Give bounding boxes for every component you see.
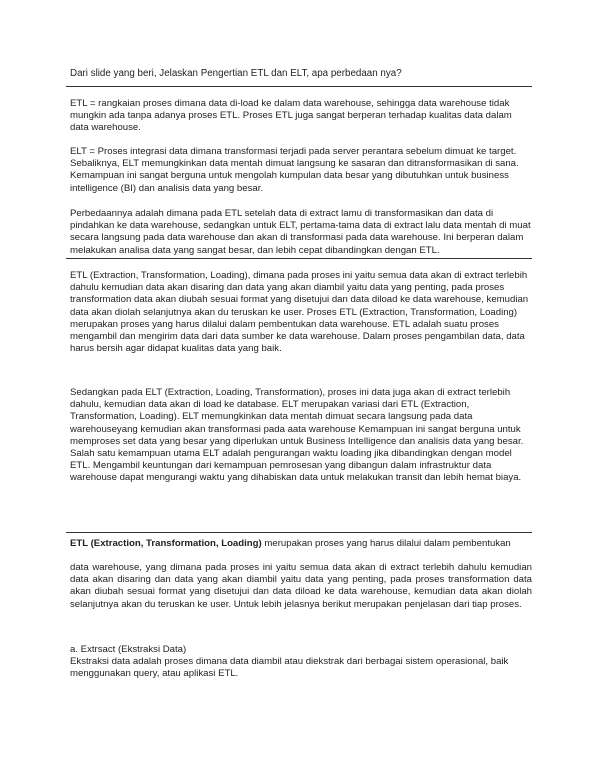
difference-paragraph: Perbedaannya adalah dimana pada ETL setelah data di extract lamu di transformasikan dan data di pindahkan ke data warehouse, sedangkan untuk ELT, pertama-tama data di extract lalu data mentah di muat secara langsung pada data warehouse dan akan di transformasi pada data warehouse. Ini berperan dalam melakukan analisa data yang sangat besar, dan lebih cepat dibandingkan dengan ETL. [70, 208, 531, 256]
elt-paragraph: Sedangkan pada ELT (Extraction, Loading, Transformation), proses ini data juga akan di extract terlebih dahulu, kemudian data akan di load ke database. ELT merupakan variasi dari ETL (Extraction, Transformation, Loading). ELT memungkinkan data mentah dimuat secara langsung pada data warehouseyang kemudian akan transformasi pada aata warehouse Kemampuan ini sangat berguna untuk memproses set data yang besar yang diperlukan untuk Business Intelligence dan analisis data yang besar. Salah satu kemampuan utama ELT adalah pengurangan waktu loading jika dibandingkan dengan model ETL. Mengambil keuntungan dari kemampuan pemrosesan yang dibangun dalam infrastruktur data warehouse dapat mengurangi waktu yang dihabiskan data untuk melakukan transit dan lebih hemat biaya. [70, 387, 524, 484]
extract-body: Ekstraksi data adalah proses dimana data diambil atau diekstrak dari berbagai sistem operasional, baik menggunakan query, atau aplikasi ETL. [70, 656, 509, 680]
section3-body: data warehouse, yang dimana pada proses ini yaitu semua data akan di extract terlebih dahulu kemudian data akan disaring dan data yang akan diambil yaitu data yang penting, pada proses transformation data akan diubah sesuai format yang disetujui dan data diload ke data warehouse, kemudian data akan diolah selanjutnya akan du teruskan ke user. Untuk lebih jelasnya berikut merupakan penjelasan dari tiap proses. [70, 562, 532, 610]
intro-rest: merupakan proses yang harus dilalui dalam pembentukan [261, 538, 511, 549]
extract-heading: a. Extrsact (Ekstraksi Data) [70, 644, 187, 655]
divider-2 [66, 258, 532, 259]
etl-definition: ETL = rangkaian proses dimana data di-load ke dalam data warehouse, sehingga data warehouse tidak mungkin ada tanpa adanya proses ETL. Proses ETL juga sangat berperan terhadap kualitas data dalam data warehouse. [70, 98, 512, 134]
divider-3 [66, 532, 532, 533]
section3-intro [70, 538, 532, 550]
question-text: Dari slide yang beri, Jelaskan Pengertian ETL dan ELT, apa perbedaan nya? [70, 68, 402, 79]
etl-paragraph: ETL (Extraction, Transformation, Loading), dimana pada proses ini yaitu semua data akan di extract terlebih dahulu kemudian data akan disaring dan data yang akan diambil yaitu data yang penting, pada proses transformation data akan diubah sesuai format yang disetujui dan data diload ke data warehouse, kemudian data akan diolah selanjutnya akan du teruskan ke user. Proses ETL (Extraction, Transformation, Loading) merupakan proses yang harus dilalui dalam pembentukan data warehouse. ETL adalah suatu proses mengambil dan mengirim data dari data sumber ke data warehouse. Dalam proses pengambilan data, data harus bersih agar didapat kualitas data yang baik. [70, 270, 529, 355]
divider-1 [66, 86, 532, 87]
elt-definition: ELT = Proses integrasi data dimana transformasi terjadi pada server perantara sebelum dimuat ke target. Sebaliknya, ELT memungkinkan data mentah dimuat langsung ke sasaran dan ditransformasikan di sana. Kemampuan ini sangat berguna untuk mengolah kumpulan data besar yang dibutuhkan untuk business intelligence (BI) dan analisis data yang besar. [70, 146, 519, 194]
etl-bold-term: ETL (Extraction, Transformation, Loading) [70, 538, 262, 549]
